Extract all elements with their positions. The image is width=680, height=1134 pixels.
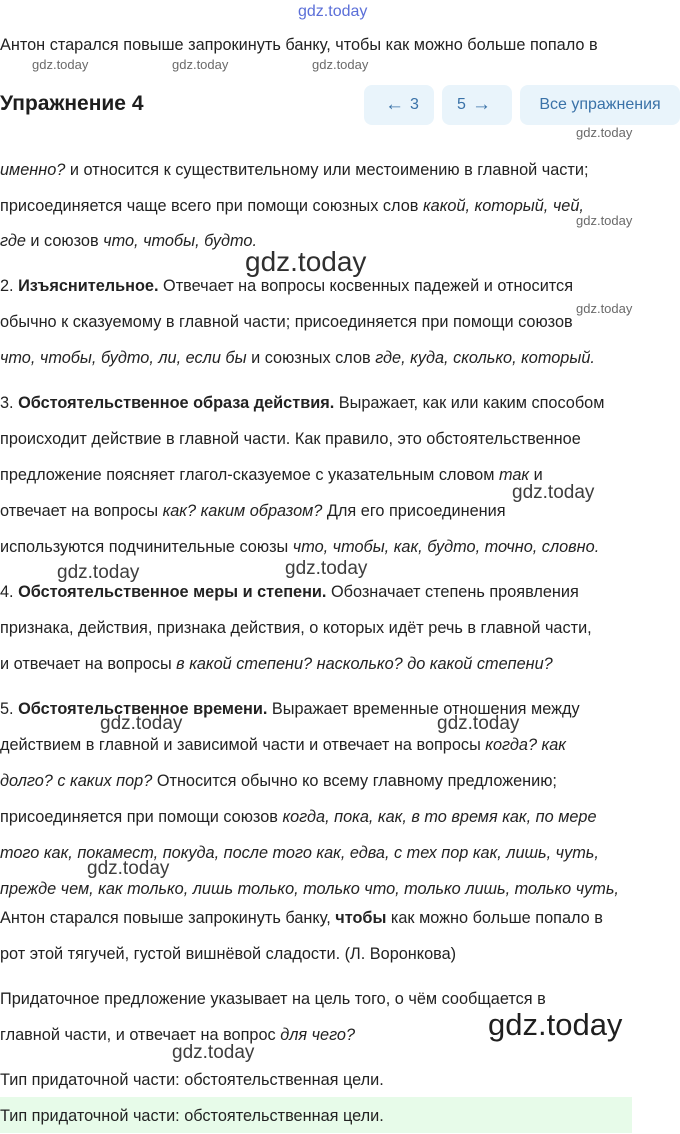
- watermark: gdz.today: [245, 246, 367, 277]
- text-line: и отвечает на вопросы в какой степени? насколько? до какой степени?: [0, 655, 553, 673]
- page-title: Упражнение 4: [0, 92, 144, 115]
- watermark: gdz.today: [100, 713, 183, 734]
- text-line: обычно к сказуемому в главной части; присоединяется при помощи союзов: [0, 313, 573, 331]
- watermark: gdz.today: [57, 562, 140, 583]
- arrow-right-icon: →: [471, 94, 491, 115]
- next-exercise-button[interactable]: [442, 85, 512, 125]
- text-line: прежде чем, как только, лишь только, только что, только лишь, только чуть,: [0, 880, 619, 898]
- text-line: отвечает на вопросы как? каким образом? Для его присоединения: [0, 502, 506, 520]
- watermark: gdz.today: [298, 3, 368, 20]
- text-line: происходит действие в главной части. Как правило, это обстоятельственное: [0, 430, 581, 448]
- watermark: gdz.today: [285, 558, 368, 579]
- text-line: действием в главной и зависимой части и отвечает на вопросы когда? как: [0, 736, 566, 754]
- type-line: Тип придаточной части: обстоятельственная цели.: [0, 1071, 384, 1089]
- all-exercises-button[interactable]: [520, 85, 680, 125]
- watermark: gdz.today: [576, 125, 633, 140]
- example-sentence: Антон старался повыше запрокинуть банку, чтобы как можно больше попало в: [0, 909, 603, 927]
- arrow-left-icon: ←: [385, 94, 405, 115]
- answer-line: Тип придаточной части: обстоятельственная цели.: [0, 1107, 384, 1125]
- watermark: gdz.today: [576, 213, 633, 228]
- watermark: gdz.today: [32, 57, 89, 72]
- watermark: gdz.today: [437, 713, 520, 734]
- text-line: присоединяется чаще всего при помощи союзных слов какой, который, чей,: [0, 197, 584, 215]
- all-exercises-label: Все упражнения: [539, 96, 661, 113]
- watermark: gdz.today: [312, 57, 369, 72]
- text-line: присоединяется при помощи союзов когда, пока, как, в то время как, по мере: [0, 808, 597, 826]
- watermark: gdz.today: [512, 482, 595, 503]
- watermark: gdz.today: [172, 57, 229, 72]
- prev-exercise-button[interactable]: [364, 85, 434, 125]
- explanation-text: главной части, и отвечает на вопрос для чего?: [0, 1026, 356, 1044]
- text-line: что, чтобы, будто, ли, если бы и союзных слов где, куда, сколько, который.: [0, 349, 595, 367]
- watermark: gdz.today: [172, 1042, 255, 1063]
- text-line: долго? с каких пор? Относится обычно ко всему главному предложению;: [0, 772, 557, 790]
- watermark: gdz.today: [488, 1007, 623, 1042]
- text-line: используются подчинительные союзы что, чтобы, как, будто, точно, словно.: [0, 538, 600, 556]
- text-line: 3. Обстоятельственное образа действия. Выражает, как или каким способом: [0, 394, 605, 412]
- text-line: Антон старался повыше запрокинуть банку, чтобы как можно больше попало в: [0, 36, 598, 54]
- text-line: именно? и относится к существительному или местоимению в главной части;: [0, 161, 589, 179]
- text-line: где и союзов что, чтобы, будто.: [0, 232, 258, 250]
- explanation-text: Придаточное предложение указывает на цель того, о чём сообщается в: [0, 990, 546, 1008]
- next-exercise-label: 5: [457, 96, 466, 113]
- text-line: 2. Изъяснительное. Отвечает на вопросы косвенных падежей и относится: [0, 277, 574, 295]
- example-sentence: рот этой тягучей, густой вишнёвой сладости. (Л. Воронкова): [0, 945, 457, 963]
- text-line: признака, действия, признака действия, о которых идёт речь в главной части,: [0, 619, 592, 637]
- watermark: gdz.today: [576, 301, 633, 316]
- text-line: 4. Обстоятельственное меры и степени. Обозначает степень проявления: [0, 583, 579, 601]
- watermark: gdz.today: [87, 858, 170, 879]
- prev-exercise-label: 3: [410, 96, 419, 113]
- text-line: того как, покамест, покуда, после того как, едва, с тех пор как, лишь, чуть,: [0, 844, 599, 862]
- text-line: предложение поясняет глагол-сказуемое с указательным словом так и: [0, 466, 543, 484]
- text-line: 5. Обстоятельственное времени. Выражает временные отношения между: [0, 700, 580, 718]
